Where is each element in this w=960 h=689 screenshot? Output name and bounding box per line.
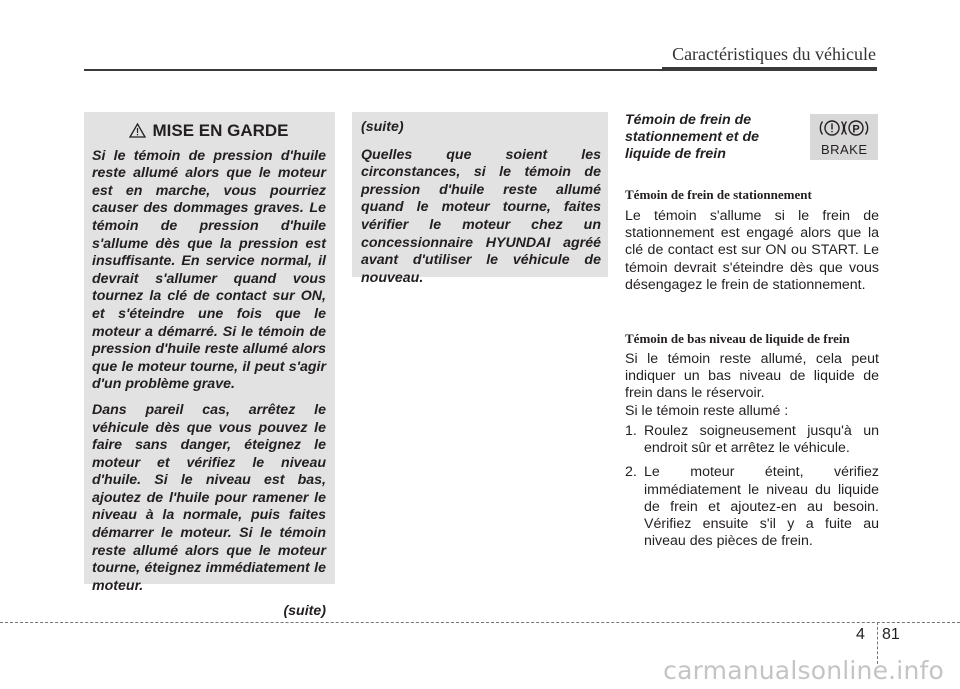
- continued-label-top: (suite): [361, 119, 404, 135]
- brake-section-heading: Témoin de frein de stationnement et de liquide de frein: [625, 112, 760, 162]
- chapter-number: 4: [856, 626, 865, 643]
- continued-label: (suite): [283, 603, 326, 620]
- step-number: 2.: [625, 464, 637, 481]
- brake-fluid-heading: Témoin de bas niveau de liquide de frein: [625, 331, 850, 346]
- step-text: Roulez soigneusement jusqu'à un endroit sûr et arrêtez le véhicule.: [644, 423, 879, 457]
- warning-triangle-icon: [129, 123, 146, 138]
- header-rule-accent: [662, 67, 877, 71]
- brake-steps-list: [625, 423, 879, 557]
- brake-fluid-text: Si le témoin reste allumé, cela peut indiquer un bas niveau de liquide de frein dans le réservoir.: [625, 351, 879, 402]
- brake-fluid-if-lit: Si le témoin reste allumé :: [625, 403, 789, 419]
- continued-paragraph: Quelles que soient les circonstances, si le témoin de pression d'huile reste allumé quand le moteur tourne, faites vérifier le moteur chez un concessionnaire HYUNDAI agréé avant d'utiliser le véhicule de nouveau.: [361, 146, 601, 286]
- svg-text:P: P: [852, 123, 860, 136]
- warning-title-row: [92, 122, 326, 140]
- warning-paragraph-1: Si le témoin de pression d'huile reste allumé alors que le moteur est en marche, vous pourriez causer des dommages graves. Le témoin de pression d'huile s'allume dès que la pression est insuffisante. En service normal, il devrait s'allumer quand vous tournez la clé de contact sur ON, et s'éteindre une fois que le moteur a démarré. Si le témoin de pression d'huile reste allumé alors que le moteur tourne, il peut s'agir d'un problème grave.: [92, 147, 326, 393]
- page-number: 81: [882, 626, 900, 643]
- continued-warning-box: [352, 112, 608, 286]
- brake-icon-label: BRAKE: [821, 142, 867, 157]
- warning-title: MISE EN GARDE: [152, 121, 289, 140]
- section-title: Caractéristiques du véhicule: [672, 44, 876, 64]
- parking-brake-text: Le témoin s'allume si le frein de stationnement est engagé alors que la clé de contact est sur ON ou START. Le témoin devrait s'éteindre dès que vous désengagez le frein de stationnement.: [625, 208, 879, 293]
- step-number: 1.: [625, 423, 637, 439]
- list-item: [625, 464, 879, 550]
- step-text: Le moteur éteint, vérifiez immédiatement le niveau du liquide de frein et ajoutez-en au besoin. Vérifiez ensuite s'il y a fuite au niveau des pièces de frein.: [644, 464, 879, 550]
- parking-brake-heading: Témoin de frein de stationnement: [625, 187, 812, 202]
- list-item: [625, 423, 879, 457]
- footer-divider: [0, 622, 960, 623]
- brake-warning-icon: [810, 114, 878, 160]
- warning-box: [84, 112, 335, 620]
- watermark[interactable]: carmanualsonline.info: [663, 656, 944, 685]
- warning-paragraph-2: Dans pareil cas, arrêtez le véhicule dès que vous pouvez le faire sans danger, éteignez le moteur et vérifiez le niveau d'huile. Si le niveau est bas, ajoutez de l'huile pour ramener le niveau à la normale, puis faites démarrer le moteur. Si le témoin reste allumé alors que le moteur tourne, éteignez immédiatement le moteur.: [92, 401, 326, 594]
